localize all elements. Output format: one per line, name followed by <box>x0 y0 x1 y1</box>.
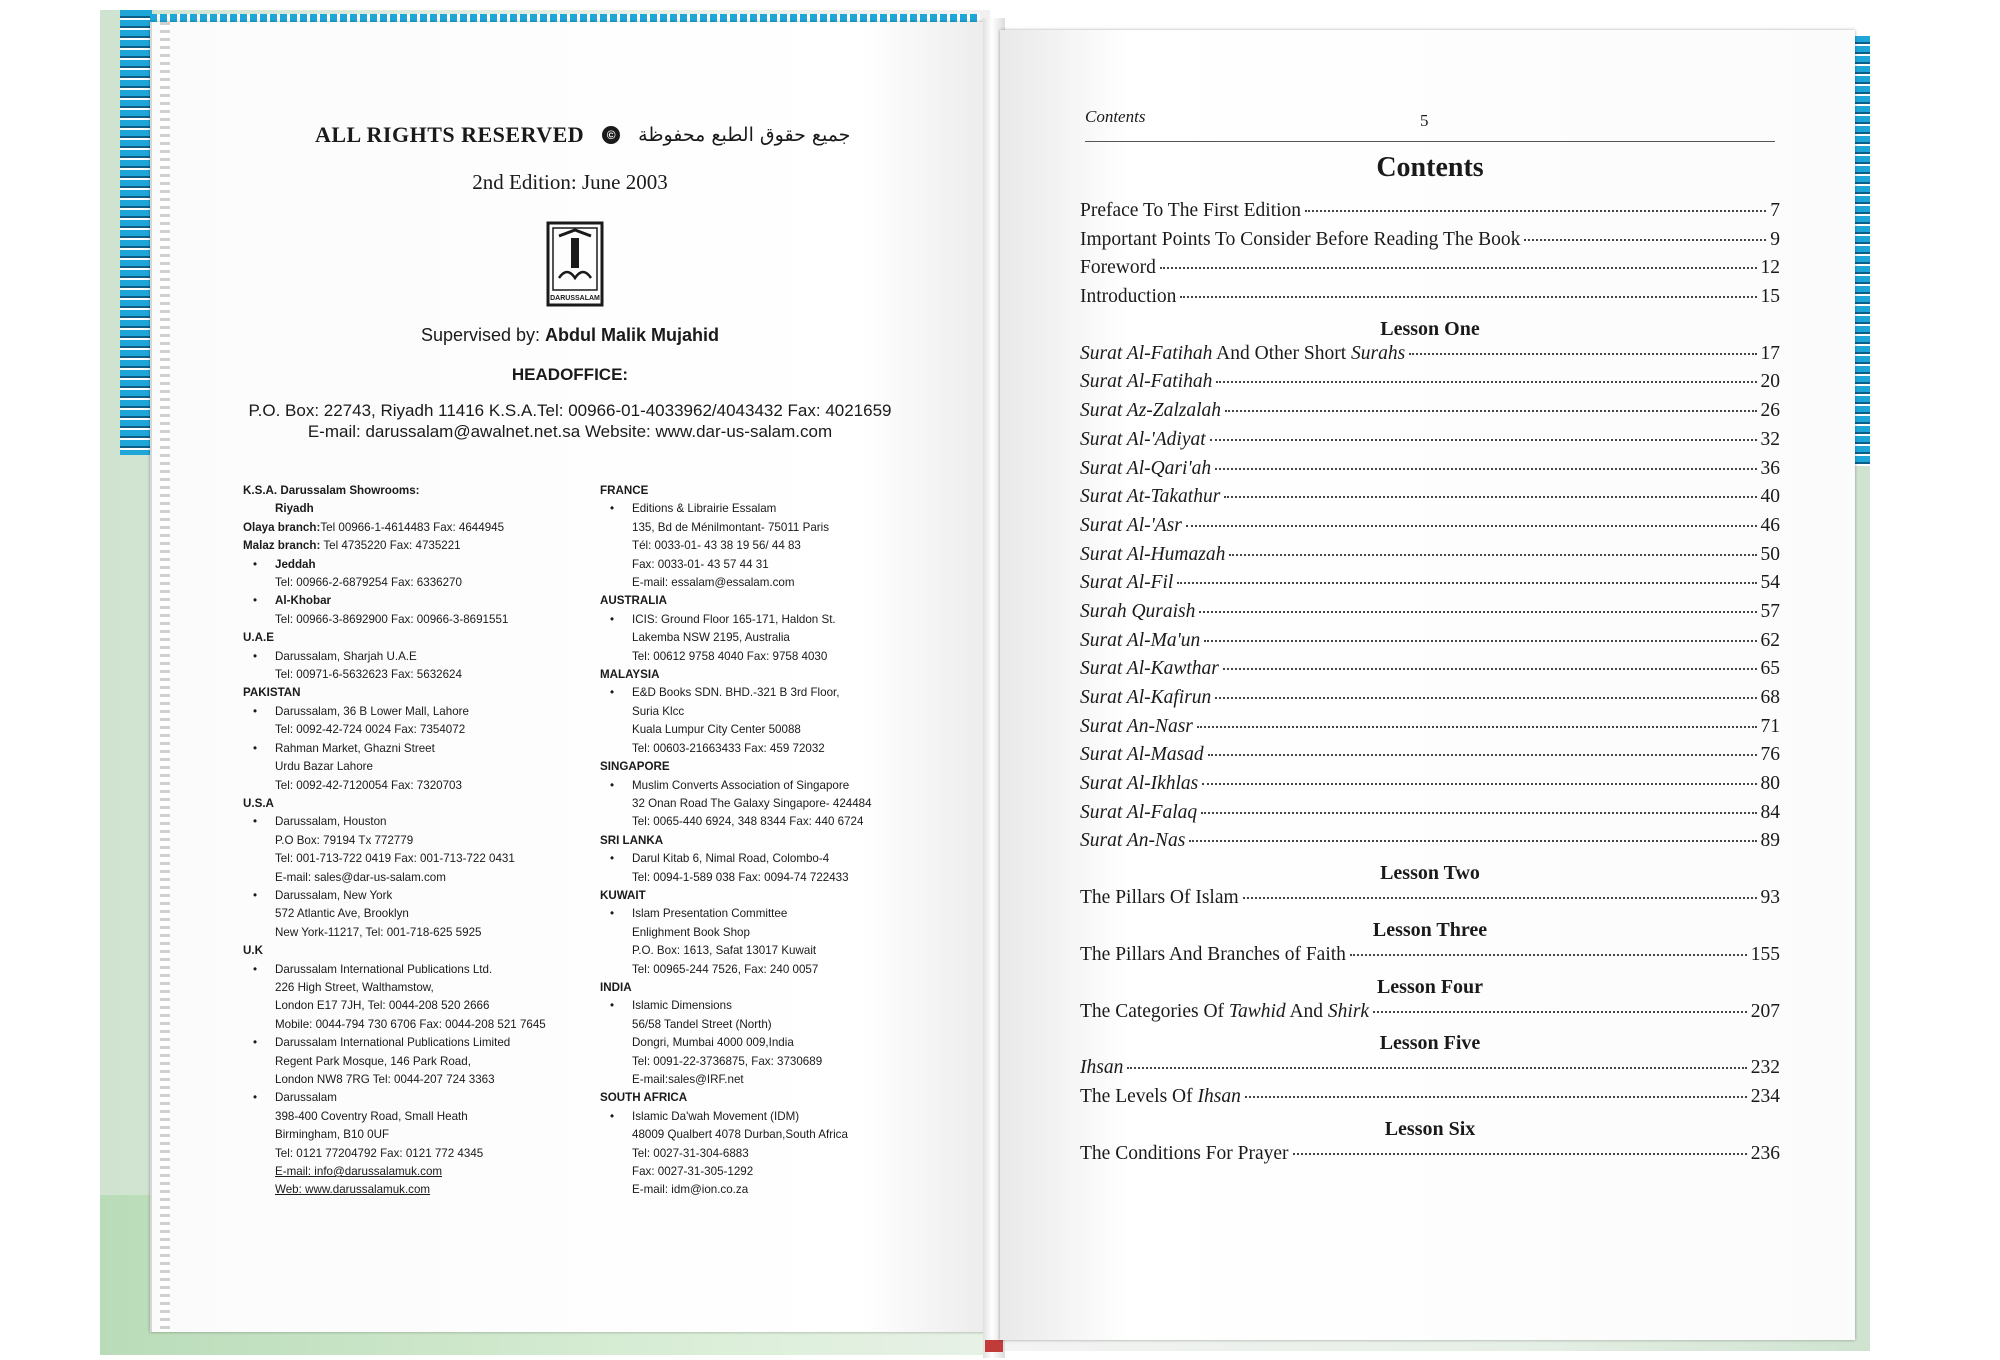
page-binding <box>160 22 170 1332</box>
bullet-icon: • <box>610 907 615 921</box>
toc-entry-page: 65 <box>1760 658 1780 680</box>
branch-text: Tel 00966-1-4614483 Fax: 4644945 <box>320 520 505 534</box>
toc-entry-title <box>1080 1143 1289 1165</box>
toc-entry[interactable] <box>1080 515 1780 544</box>
toc-entry-title <box>1080 515 1182 537</box>
branch-entry <box>600 905 920 979</box>
branch-line: Enlighment Book Shop <box>632 925 750 939</box>
branch-line: Suria Klcc <box>632 704 685 718</box>
toc-title-part: Shirk <box>1327 1000 1370 1022</box>
toc-entry-title <box>1080 544 1225 566</box>
toc-entry-title <box>1080 458 1211 480</box>
branch-line: 226 High Street, Walthamstow, <box>275 980 434 994</box>
toc-entry-title <box>1080 687 1211 709</box>
toc-entry[interactable] <box>1080 343 1780 372</box>
toc-title-part: The Pillars Of Islam <box>1080 887 1239 909</box>
lesson-heading: Lesson Six <box>1384 1117 1476 1140</box>
toc-entry-page: 80 <box>1760 773 1780 795</box>
toc-entry-page: 32 <box>1760 428 1780 450</box>
branch-line: 32 Onan Road The Galaxy Singapore- 424484 <box>632 796 872 810</box>
toc-entry[interactable] <box>1080 544 1780 573</box>
header-rule <box>1085 141 1775 142</box>
toc-title-part: Surat Az-Zalzalah <box>1080 400 1222 422</box>
toc-entry-page: 54 <box>1760 572 1780 594</box>
toc-title-part: The Categories Of <box>1080 1000 1229 1022</box>
toc-leader-dots <box>1210 439 1757 441</box>
branch-entry <box>243 556 603 574</box>
branch-line: P.O. Box: 1613, Safat 13017 Kuwait <box>632 944 817 958</box>
toc-entry-page: 50 <box>1760 543 1780 565</box>
toc-entry[interactable] <box>1080 400 1780 429</box>
toc-entry[interactable] <box>1080 486 1780 515</box>
running-head: Contents <box>1085 107 1146 126</box>
branch-line: Tel: 00603-21663433 Fax: 459 72032 <box>632 741 825 755</box>
bullet-icon: • <box>253 1091 258 1105</box>
toc-entry[interactable] <box>1080 687 1780 716</box>
branch-line: Web: www.darussalamuk.com <box>275 1183 431 1197</box>
toc-title-part: Preface To The First Edition <box>1080 200 1302 221</box>
toc-entry-page: 68 <box>1760 687 1780 708</box>
toc-title-part: Surah Quraish <box>1080 600 1196 622</box>
toc-entry-page: 155 <box>1750 943 1780 965</box>
toc-entry-page: 7 <box>1770 200 1780 221</box>
toc-entry[interactable] <box>1080 1143 1780 1172</box>
toc-title-part: Surat Al-Fatihah <box>1080 342 1213 364</box>
branch-region: U.A.E <box>243 631 274 645</box>
toc-entry[interactable] <box>1080 1057 1780 1086</box>
branch-line: London E17 7JH, Tel: 0044-208 520 2666 <box>275 999 490 1013</box>
toc-leader-dots <box>1229 554 1756 556</box>
toc-entry-title <box>1080 1057 1123 1079</box>
toc-entry[interactable] <box>1080 887 1780 916</box>
spine-ribbon <box>985 1340 1003 1352</box>
table-of-contents <box>1080 200 1780 1171</box>
toc-entry-title <box>1080 830 1185 852</box>
branch-line: Darussalam International Publications Ltd. <box>275 962 493 976</box>
toc-title-part: Surahs <box>1351 342 1406 364</box>
branch-entry <box>600 611 920 666</box>
branch-line <box>243 537 603 555</box>
branch-line: Darussalam International Publications Limited <box>275 1036 511 1050</box>
branch-region: INDIA <box>600 980 632 994</box>
toc-entry-page: 236 <box>1750 1142 1780 1164</box>
branch-line: E-mail: info@darussalamuk.com <box>275 1165 443 1179</box>
headoffice-heading: HEADOFFICE: <box>511 365 629 384</box>
branch-entry <box>243 961 603 1035</box>
branch-line: Jeddah <box>275 557 316 571</box>
toc-leader-dots <box>1127 1067 1746 1069</box>
branch-line: E&D Books SDN. BHD.-321 B 3rd Floor, <box>632 686 840 700</box>
toc-title-part: Surat Al-Fatihah <box>1080 371 1213 393</box>
rights-reserved-line <box>315 120 875 150</box>
toc-title-part: Surat Al-Humazah <box>1080 543 1226 565</box>
branch-line: Kuala Lumpur City Center 50088 <box>632 723 801 737</box>
branch-line: Tel: 0092-42-7120054 Fax: 7320703 <box>275 778 462 792</box>
branch-region: AUSTRALIA <box>600 594 667 608</box>
address-line-2: E-mail: darussalam@awalnet.net.sa Website: www.dar-us-salam.com <box>307 422 833 441</box>
toc-entry-title <box>1080 658 1219 680</box>
branch-line: E-mail: idm@ion.co.za <box>632 1183 749 1197</box>
bullet-icon: • <box>253 557 258 571</box>
branch-region: SINGAPORE <box>600 760 670 774</box>
branch-line: Tel: 00965-244 7526, Fax: 240 0057 <box>632 962 819 976</box>
toc-entry-title <box>1080 630 1200 652</box>
toc-entry-page: 26 <box>1760 400 1780 422</box>
toc-title-part: Tawhid <box>1228 1000 1286 1022</box>
branch-line: London NW8 7RG Tel: 0044-207 724 3363 <box>275 1073 495 1086</box>
toc-entry[interactable] <box>1080 1001 1780 1030</box>
branch-line: Darussalam, New York <box>275 888 393 902</box>
branch-line: ICIS: Ground Floor 165-171, Haldon St. <box>632 612 836 626</box>
toc-entry-title <box>1080 572 1173 594</box>
bullet-icon: • <box>253 962 258 976</box>
branch-line: Al-Khobar <box>275 594 332 608</box>
toc-leader-dots <box>1225 410 1756 412</box>
toc-entry[interactable] <box>1080 802 1780 831</box>
page-title: Contents <box>1376 152 1484 183</box>
branch-entry <box>243 592 603 610</box>
toc-leader-dots <box>1202 783 1756 785</box>
toc-leader-dots <box>1373 1011 1747 1013</box>
toc-title-part: Surat Al-Fil <box>1080 572 1174 594</box>
branch-line: Islamic Dimensions <box>632 999 732 1013</box>
branch-region: U.K <box>243 944 263 958</box>
branch-line: Darussalam, Sharjah U.A.E <box>275 649 417 663</box>
branch-line: Tel: 001-713-722 0419 Fax: 001-713-722 0431 <box>275 852 515 866</box>
headoffice-address <box>200 400 940 442</box>
toc-title-part: Important Points To Consider Before Reading The Book <box>1080 228 1521 250</box>
toc-title-part: Surat Al-'Asr <box>1080 514 1182 536</box>
toc-title-part: Surat Al-Qari'ah <box>1080 457 1212 479</box>
toc-title-part: And Other Short <box>1212 342 1352 364</box>
lesson-heading: Lesson One <box>1380 317 1480 340</box>
branch-line: Fax: 0033-01- 43 57 44 31 <box>632 557 769 571</box>
bullet-icon: • <box>253 888 258 902</box>
toc-entry-title <box>1080 257 1156 279</box>
toc-leader-dots <box>1215 468 1756 470</box>
toc-entry[interactable] <box>1080 257 1780 286</box>
toc-entry[interactable] <box>1080 830 1780 859</box>
toc-title-part: Surat Al-Masad <box>1080 744 1204 766</box>
branch-line: Islamic Da'wah Movement (IDM) <box>632 1109 800 1123</box>
supervised-label: Supervised by: <box>420 325 546 345</box>
branch-region: MALAYSIA <box>600 668 660 682</box>
toc-entry[interactable] <box>1080 944 1780 973</box>
toc-entry-page: 93 <box>1760 887 1780 909</box>
branch-line: Tel: 00971-6-5632623 Fax: 5632624 <box>275 668 462 682</box>
branch-entry <box>600 777 920 832</box>
lesson-heading: Lesson Four <box>1376 975 1484 998</box>
branch-line: Lakemba NSW 2195, Australia <box>632 631 790 645</box>
bullet-icon: • <box>610 686 615 700</box>
branch-line: Tel: 00612 9758 4040 Fax: 9758 4030 <box>632 649 828 663</box>
toc-leader-dots <box>1223 668 1757 670</box>
supervised-by <box>300 325 840 346</box>
cover-pattern-strip <box>120 10 152 455</box>
branch-entry <box>600 997 920 1089</box>
branch-region: K.S.A. Darussalam Showrooms: <box>243 484 420 497</box>
toc-entry-title <box>1080 601 1195 623</box>
branch-line: Tel: 0091-22-3736875, Fax: 3730689 <box>632 1054 823 1068</box>
bullet-icon: • <box>610 778 615 792</box>
bullet-icon: • <box>610 612 615 626</box>
branch-line: 56/58 Tandel Street (North) <box>632 1017 772 1031</box>
branch-label: Malaz branch: <box>243 539 321 553</box>
toc-entry-title <box>1080 400 1221 422</box>
toc-leader-dots <box>1201 812 1756 814</box>
branch-region: KUWAIT <box>600 888 646 902</box>
branch-line: Tel: 00966-2-6879254 Fax: 6336270 <box>275 576 462 590</box>
branch-entry <box>243 1034 603 1089</box>
branch-line: Fax: 0027-31-305-1292 <box>632 1165 754 1179</box>
toc-title-part: Surat Al-Kafirun <box>1080 687 1212 708</box>
page-number: 5 <box>1420 111 1429 130</box>
toc-title-part: Surat Al-Falaq <box>1080 801 1198 823</box>
toc-title-part: And <box>1285 1000 1328 1022</box>
toc-entry[interactable] <box>1080 458 1780 487</box>
branch-line: Darul Kitab 6, Nimal Road, Colombo-4 <box>632 852 830 866</box>
branch-entry <box>243 887 603 942</box>
toc-leader-dots <box>1204 640 1756 642</box>
lesson-heading: Lesson Five <box>1379 1032 1481 1055</box>
toc-entry[interactable] <box>1080 773 1780 802</box>
branch-region: SRI LANKA <box>600 833 664 847</box>
branch-line: Urdu Bazar Lahore <box>275 760 373 774</box>
lesson-heading: Lesson Two <box>1380 862 1480 885</box>
branches-column-left <box>243 482 603 1200</box>
toc-entry-title <box>1080 887 1239 909</box>
toc-entry-title <box>1080 229 1520 251</box>
address-line-1: P.O. Box: 22743, Riyadh 11416 K.S.A.Tel: 00966-01-4033962/4043432 Fax: 4021659 <box>248 401 892 420</box>
toc-leader-dots <box>1199 611 1756 613</box>
branch-line: Tel: 0121 77204792 Fax: 0121 772 4345 <box>275 1146 484 1160</box>
toc-entry-page: 46 <box>1760 514 1780 536</box>
toc-leader-dots <box>1293 1153 1747 1155</box>
branch-line: Darussalam, Houston <box>275 815 387 829</box>
toc-entry[interactable] <box>1080 229 1780 258</box>
toc-entry-title <box>1080 773 1198 795</box>
darussalam-logo-icon <box>545 220 605 308</box>
toc-leader-dots <box>1216 381 1756 383</box>
toc-leader-dots <box>1350 954 1747 956</box>
branch-entry <box>243 1089 603 1163</box>
branch-line: P.O Box: 79194 Tx 772779 <box>275 833 414 847</box>
toc-title-part: The Levels Of <box>1080 1085 1198 1107</box>
bullet-icon: • <box>610 502 615 516</box>
branches-column-right <box>600 482 920 1200</box>
branch-line: Birmingham, B10 0UF <box>275 1128 390 1142</box>
branch-region: U.S.A <box>243 796 274 810</box>
toc-entry-title <box>1080 744 1204 766</box>
toc-leader-dots <box>1180 296 1756 298</box>
branch-line: Muslim Converts Association of Singapore <box>632 778 850 792</box>
toc-title-part: Surat Al-'Adiyat <box>1080 428 1206 450</box>
toc-entry[interactable] <box>1080 630 1780 659</box>
logo-text: DARUSSALAM <box>550 295 600 302</box>
branch-line: New York-11217, Tel: 001-718-625 5925 <box>275 925 482 939</box>
toc-title-part: Surat Al-Ma'un <box>1080 629 1201 651</box>
branch-line: 135, Bd de Ménilmontant- 75011 Paris <box>632 520 829 534</box>
copyright-icon: © <box>602 126 620 144</box>
toc-entry-title <box>1080 1001 1369 1023</box>
branch-entry <box>600 850 920 887</box>
branch-region: PAKISTAN <box>243 686 301 700</box>
toc-entry[interactable] <box>1080 658 1780 687</box>
bullet-icon: • <box>253 649 258 663</box>
branch-line: Darussalam <box>275 1091 337 1105</box>
bullet-icon: • <box>253 594 258 608</box>
branch-line: Tel: 0065-440 6924, 348 8344 Fax: 440 6724 <box>632 815 864 829</box>
toc-title-part: The Conditions For Prayer <box>1080 1142 1289 1164</box>
toc-entry-title <box>1080 716 1193 738</box>
toc-entry-page: 89 <box>1760 830 1780 852</box>
toc-entry-page: 71 <box>1760 715 1780 737</box>
toc-entry-title <box>1080 1086 1241 1108</box>
toc-leader-dots <box>1160 267 1757 269</box>
branch-line: Tel: 00966-3-8692900 Fax: 00966-3-8691551 <box>275 612 509 626</box>
branch-line: E-mail: sales@dar-us-salam.com <box>275 870 446 884</box>
branch-entry <box>243 813 603 887</box>
branch-line: Dongri, Mumbai 4000 009,India <box>632 1036 794 1050</box>
rights-reserved-arabic: جميع حقوق الطبع محفوظة <box>638 124 851 146</box>
branch-entry <box>600 684 920 758</box>
branch-line: 572 Atlantic Ave, Brooklyn <box>275 907 409 921</box>
toc-title-part: Ihsan <box>1197 1085 1241 1107</box>
branch-text: Tel 4735220 Fax: 4735221 <box>320 539 461 553</box>
toc-entry-page: 57 <box>1760 600 1780 622</box>
toc-title-part: Ihsan <box>1080 1057 1124 1079</box>
toc-leader-dots <box>1208 754 1757 756</box>
toc-leader-dots <box>1224 496 1756 498</box>
branch-entry <box>243 740 603 795</box>
toc-title-part: Surat Al-Kawthar <box>1080 658 1219 680</box>
lesson-heading: Lesson Three <box>1372 918 1488 941</box>
toc-entry-page: 20 <box>1760 371 1780 393</box>
bullet-icon: • <box>253 741 258 755</box>
toc-entry[interactable] <box>1080 744 1780 773</box>
branch-entry <box>600 500 920 592</box>
toc-entry-title <box>1080 802 1197 824</box>
bullet-icon: • <box>253 704 258 718</box>
toc-entry-page: 9 <box>1770 228 1780 250</box>
branch-line: Editions & Librairie Essalam <box>632 502 777 516</box>
toc-title-part: Surat An-Nasr <box>1080 715 1193 737</box>
branch-line: Mobile: 0044-794 730 6706 Fax: 0044-208 521 7645 <box>275 1017 546 1031</box>
toc-entry[interactable] <box>1080 200 1780 229</box>
toc-leader-dots <box>1189 840 1756 842</box>
toc-entry-page: 36 <box>1760 457 1780 479</box>
toc-entry[interactable] <box>1080 1086 1780 1115</box>
toc-entry-page: 62 <box>1760 629 1780 651</box>
branch-entry <box>243 648 603 685</box>
toc-entry-title <box>1080 286 1176 308</box>
branch-city: Riyadh <box>275 502 314 516</box>
toc-entry-page: 17 <box>1760 342 1780 364</box>
toc-entry[interactable] <box>1080 286 1780 315</box>
toc-entry[interactable] <box>1080 371 1780 400</box>
branch-line: Regent Park Mosque, 146 Park Road, <box>275 1054 471 1068</box>
branch-line: Tel: 0094-1-589 038 Fax: 0094-74 722433 <box>632 870 849 884</box>
branch-region: SOUTH AFRICA <box>600 1091 688 1105</box>
toc-entry[interactable] <box>1080 572 1780 601</box>
branch-entry <box>600 1108 920 1200</box>
toc-entry-page: 76 <box>1760 744 1780 766</box>
toc-entry-title <box>1080 200 1301 222</box>
branch-line: Darussalam, 36 B Lower Mall, Lahore <box>275 704 469 718</box>
supervisor-name: Abdul Malik Mujahid <box>545 325 720 345</box>
toc-title-part: Surat At-Takathur <box>1080 486 1221 508</box>
toc-entry-title <box>1080 371 1212 393</box>
toc-entry-page: 207 <box>1750 1000 1780 1022</box>
branch-label: Olaya branch: <box>243 520 321 534</box>
toc-entry-page: 234 <box>1750 1085 1780 1107</box>
toc-entry-title <box>1080 944 1346 966</box>
branch-line: Rahman Market, Ghazni Street <box>275 741 435 755</box>
branch-line: 398-400 Coventry Road, Small Heath <box>275 1109 468 1123</box>
toc-entry[interactable] <box>1080 429 1780 458</box>
toc-entry[interactable] <box>1080 601 1780 630</box>
bullet-icon: • <box>610 999 615 1013</box>
toc-leader-dots <box>1305 210 1766 212</box>
toc-title-part: Surat An-Nas <box>1080 830 1186 852</box>
branch-line: E-mail:sales@IRF.net <box>632 1073 744 1086</box>
toc-entry-page: 40 <box>1760 486 1780 508</box>
toc-entry-title <box>1080 486 1220 508</box>
branch-line: Islam Presentation Committee <box>632 907 788 921</box>
toc-title-part: Introduction <box>1080 286 1177 308</box>
toc-entry-title <box>1080 429 1206 451</box>
toc-leader-dots <box>1177 582 1756 584</box>
bullet-icon: • <box>253 1036 258 1050</box>
toc-leader-dots <box>1186 525 1757 527</box>
branch-region: FRANCE <box>600 484 649 497</box>
branch-line <box>243 519 603 537</box>
toc-leader-dots <box>1245 1096 1747 1098</box>
branch-entry <box>243 703 603 740</box>
toc-leader-dots <box>1243 897 1757 899</box>
toc-title-part: Surat Al-Ikhlas <box>1080 773 1199 795</box>
bullet-icon: • <box>253 815 258 829</box>
bullet-icon: • <box>610 1109 615 1123</box>
branch-line: Tél: 0033-01- 43 38 19 56/ 44 83 <box>632 539 801 553</box>
toc-entry-page: 232 <box>1750 1057 1780 1079</box>
bullet-icon: • <box>610 852 615 866</box>
rights-reserved-text: ALL RIGHTS RESERVED <box>315 122 585 147</box>
toc-title-part: Foreword <box>1080 257 1156 279</box>
toc-entry-page: 12 <box>1760 257 1780 279</box>
toc-title-part: The Pillars And Branches of Faith <box>1080 943 1346 965</box>
toc-entry-page: 15 <box>1760 286 1780 308</box>
toc-leader-dots <box>1197 726 1757 728</box>
toc-entry-page: 84 <box>1760 801 1780 823</box>
toc-leader-dots <box>1215 697 1756 699</box>
toc-leader-dots <box>1409 353 1756 355</box>
toc-entry[interactable] <box>1080 716 1780 745</box>
branch-line: Tel: 0092-42-724 0024 Fax: 7354072 <box>275 723 466 737</box>
edition-line: 2nd Edition: June 2003 <box>472 170 668 194</box>
branch-line: E-mail: essalam@essalam.com <box>632 576 795 590</box>
branch-line: Tel: 0027-31-304-6883 <box>632 1146 749 1160</box>
branch-line: 48009 Qualbert 4078 Durban,South Africa <box>632 1128 848 1142</box>
toc-entry-title <box>1080 343 1405 365</box>
toc-leader-dots <box>1524 239 1766 241</box>
